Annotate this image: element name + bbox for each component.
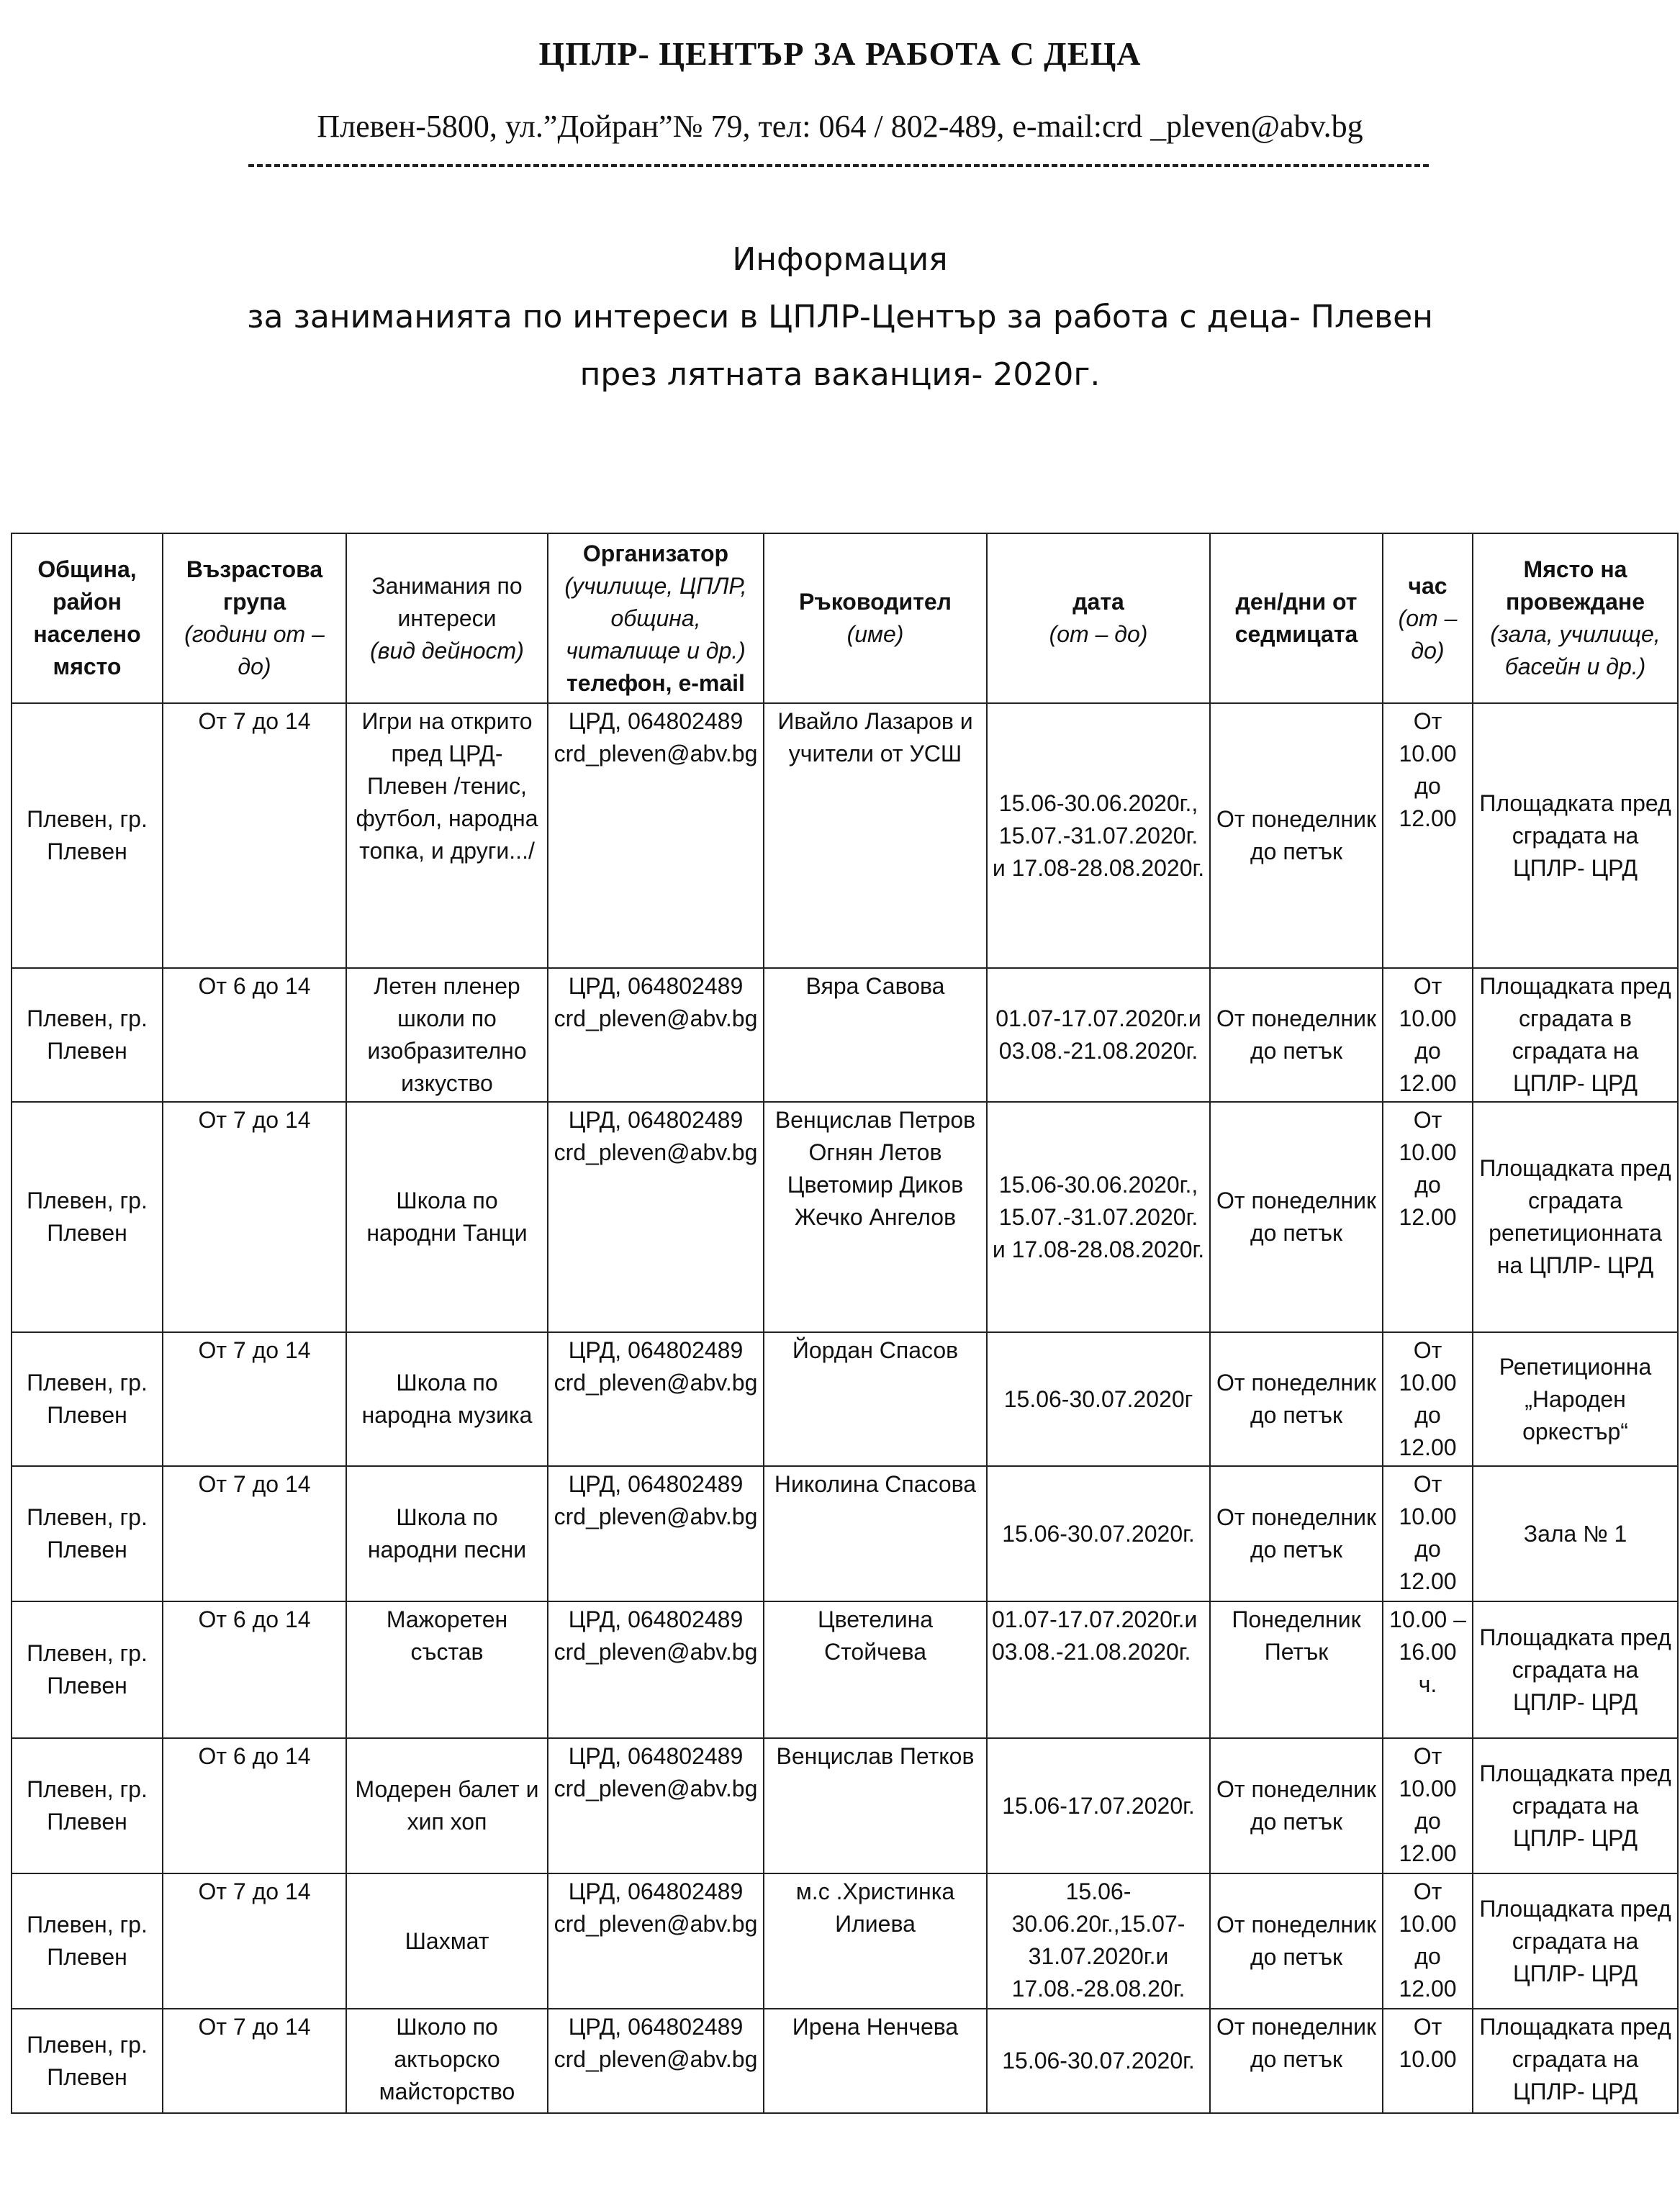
cell-place: Площадката пред сградата на ЦПЛР- ЦРД <box>1473 2009 1678 2113</box>
cell-hour: От 10.00 <box>1383 2009 1473 2113</box>
cell-organizer: ЦРД, 064802489 crd_pleven@abv.bg <box>548 1332 764 1466</box>
cell-hour: От 10.00 до 12.00 <box>1383 1466 1473 1601</box>
cell-hour: От 10.00 до 12.00 <box>1383 968 1473 1102</box>
cell-hour: От 10.00 до 12.00 <box>1383 1332 1473 1466</box>
table-row <box>12 2009 1678 2113</box>
cell-place: Площадката пред сградата на ЦПЛР- ЦРД <box>1473 1738 1678 1873</box>
table-row <box>12 1601 1678 1738</box>
cell-hour: От 10.00 до 12.00 <box>1383 1873 1473 2009</box>
cell-activity: Мажоретен състав <box>346 1601 548 1738</box>
organization-address: Плевен-5800, ул.”Дойран”№ 79, тел: 064 / 802-489, e-mail:crd _pleven@abv.bg <box>317 109 1363 144</box>
cell-date: 15.06-17.07.2020г. <box>987 1738 1210 1873</box>
header-place: Място на провеждане (зала, училище, басейн и др.) <box>1473 533 1678 703</box>
table-row <box>12 1102 1678 1332</box>
cell-activity: Школа по народна музика <box>346 1332 548 1466</box>
activities-table <box>11 533 1679 2114</box>
cell-leader: Вяра Савова <box>764 968 987 1102</box>
cell-age: От 6 до 14 <box>163 1601 346 1738</box>
cell-hour: От 10.00 до 12.00 <box>1383 1102 1473 1332</box>
cell-age: От 6 до 14 <box>163 1738 346 1873</box>
table-row <box>12 703 1678 968</box>
cell-age: От 7 до 14 <box>163 1102 346 1332</box>
cell-place: Площадката пред сградата в сградата на ЦПЛР- ЦРД <box>1473 968 1678 1102</box>
cell-days: От понеделник до петък <box>1210 1332 1383 1466</box>
cell-days: От понеделник до петък <box>1210 1466 1383 1601</box>
cell-municipality: Плевен, гр. Плевен <box>12 703 163 968</box>
cell-date: 01.07-17.07.2020г.и 03.08.-21.08.2020г. <box>987 968 1210 1102</box>
cell-leader: Венцислав Петков <box>764 1738 987 1873</box>
cell-date: 15.06-30.06.20г.,15.07-31.07.2020г.и 17.08.-28.08.20г. <box>987 1873 1210 2009</box>
cell-organizer: ЦРД, 064802489 crd_pleven@abv.bg <box>548 1738 764 1873</box>
document-title: Информация <box>732 241 948 278</box>
cell-days: От понеделник до петък <box>1210 1873 1383 2009</box>
cell-municipality: Плевен, гр. Плевен <box>12 1332 163 1466</box>
cell-activity: Игри на открито пред ЦРД-Плевен /тенис, футбол, народна топка, и други.../ <box>346 703 548 968</box>
header-leader: Ръководител (име) <box>764 533 987 703</box>
cell-leader: Ивайло Лазаров и учители от УСШ <box>764 703 987 968</box>
cell-leader: Цветелина Стойчева <box>764 1601 987 1738</box>
table-row <box>12 968 1678 1102</box>
cell-age: От 7 до 14 <box>163 1873 346 2009</box>
cell-leader: м.с .Христинка Илиева <box>764 1873 987 2009</box>
cell-age: От 7 до 14 <box>163 1466 346 1601</box>
cell-municipality: Плевен, гр. Плевен <box>12 968 163 1102</box>
cell-place: Площадката пред сградата на ЦПЛР- ЦРД <box>1473 1873 1678 2009</box>
header-municipality: Община, район населено място <box>12 533 163 703</box>
cell-organizer: ЦРД, 064802489 crd_pleven@abv.bg <box>548 1466 764 1601</box>
table-row <box>12 1873 1678 2009</box>
cell-activity: Школа по народни песни <box>346 1466 548 1601</box>
cell-municipality: Плевен, гр. Плевен <box>12 1873 163 2009</box>
header-date: дата (от – до) <box>987 533 1210 703</box>
table-row <box>12 1466 1678 1601</box>
cell-hour: От 10.00 до 12.00 <box>1383 703 1473 968</box>
cell-days: От понеделник до петък <box>1210 1102 1383 1332</box>
cell-activity: Модерен балет и хип хоп <box>346 1738 548 1873</box>
cell-date: 15.06-30.07.2020г. <box>987 1466 1210 1601</box>
cell-activity: Шахмат <box>346 1873 548 2009</box>
cell-organizer: ЦРД, 064802489 crd_pleven@abv.bg <box>548 968 764 1102</box>
header-hour: час (от – до) <box>1383 533 1473 703</box>
cell-days: От понеделник до петък <box>1210 968 1383 1102</box>
cell-date: 15.06-30.06.2020г., 15.07.-31.07.2020г. и 17.08-28.08.2020г. <box>987 1102 1210 1332</box>
cell-municipality: Плевен, гр. Плевен <box>12 1601 163 1738</box>
cell-organizer: ЦРД, 064802489 crd_pleven@abv.bg <box>548 703 764 968</box>
table-row <box>12 1332 1678 1466</box>
cell-municipality: Плевен, гр. Плевен <box>12 1466 163 1601</box>
cell-days: Понеделник Петък <box>1210 1601 1383 1738</box>
cell-organizer: ЦРД, 064802489 crd_pleven@abv.bg <box>548 1102 764 1332</box>
header-separator <box>248 164 1429 167</box>
cell-municipality: Плевен, гр. Плевен <box>12 1738 163 1873</box>
cell-days: От понеделник до петък <box>1210 703 1383 968</box>
cell-days: От понеделник до петък <box>1210 1738 1383 1873</box>
document-subtitle: за заниманията по интереси в ЦПЛР-Център за работа с деца- Плевен <box>247 299 1433 335</box>
cell-activity: Школо по актьорско майсторство <box>346 2009 548 2113</box>
cell-organizer: ЦРД, 064802489 crd_pleven@abv.bg <box>548 1873 764 2009</box>
cell-hour: От 10.00 до 12.00 <box>1383 1738 1473 1873</box>
cell-place: Площадката пред сградата репетиционната на ЦПЛР- ЦРД <box>1473 1102 1678 1332</box>
cell-leader: Венцислав Петров Огнян Летов Цветомир Диков Жечко Ангелов <box>764 1102 987 1332</box>
cell-organizer: ЦРД, 064802489 crd_pleven@abv.bg <box>548 1601 764 1738</box>
cell-age: От 7 до 14 <box>163 1332 346 1466</box>
cell-date: 01.07-17.07.2020г.и 03.08.-21.08.2020г. <box>987 1601 1210 1738</box>
organization-name: ЦПЛР- ЦЕНТЪР ЗА РАБОТА С ДЕЦА <box>538 35 1142 72</box>
header-days: ден/дни от седмицата <box>1210 533 1383 703</box>
cell-place: Площадката пред сградата на ЦПЛР- ЦРД <box>1473 1601 1678 1738</box>
cell-municipality: Плевен, гр. Плевен <box>12 2009 163 2113</box>
cell-leader: Йордан Спасов <box>764 1332 987 1466</box>
header-age-group: Възрастова група (години от – до) <box>163 533 346 703</box>
cell-organizer: ЦРД, 064802489 crd_pleven@abv.bg <box>548 2009 764 2113</box>
cell-municipality: Плевен, гр. Плевен <box>12 1102 163 1332</box>
table-row <box>12 1738 1678 1873</box>
cell-age: От 6 до 14 <box>163 968 346 1102</box>
cell-date: 15.06-30.07.2020г <box>987 1332 1210 1466</box>
cell-hour: 10.00 – 16.00 ч. <box>1383 1601 1473 1738</box>
cell-days: От понеделник до петък <box>1210 2009 1383 2113</box>
header-organizer: Организатор (училище, ЦПЛР, община, читалище и др.) телефон, e-mail <box>548 533 764 703</box>
cell-activity: Летен пленер школи по изобразително изкуство <box>346 968 548 1102</box>
table-header-row <box>12 533 1678 703</box>
cell-age: От 7 до 14 <box>163 703 346 968</box>
cell-date: 15.06-30.07.2020г. <box>987 2009 1210 2113</box>
cell-leader: Николина Спасова <box>764 1466 987 1601</box>
document-subtitle-period: през лятната ваканция- 2020г. <box>579 356 1101 393</box>
cell-date: 15.06-30.06.2020г., 15.07.-31.07.2020г. и 17.08-28.08.2020г. <box>987 703 1210 968</box>
cell-leader: Ирена Ненчева <box>764 2009 987 2113</box>
cell-place: Зала № 1 <box>1473 1466 1678 1601</box>
header-activity: Занимания по интереси (вид дейност) <box>346 533 548 703</box>
cell-age: От 7 до 14 <box>163 2009 346 2113</box>
cell-place: Площадката пред сградата на ЦПЛР- ЦРД <box>1473 703 1678 968</box>
cell-activity: Школа по народни Танци <box>346 1102 548 1332</box>
cell-place: Репетиционна „Народен оркестър“ <box>1473 1332 1678 1466</box>
